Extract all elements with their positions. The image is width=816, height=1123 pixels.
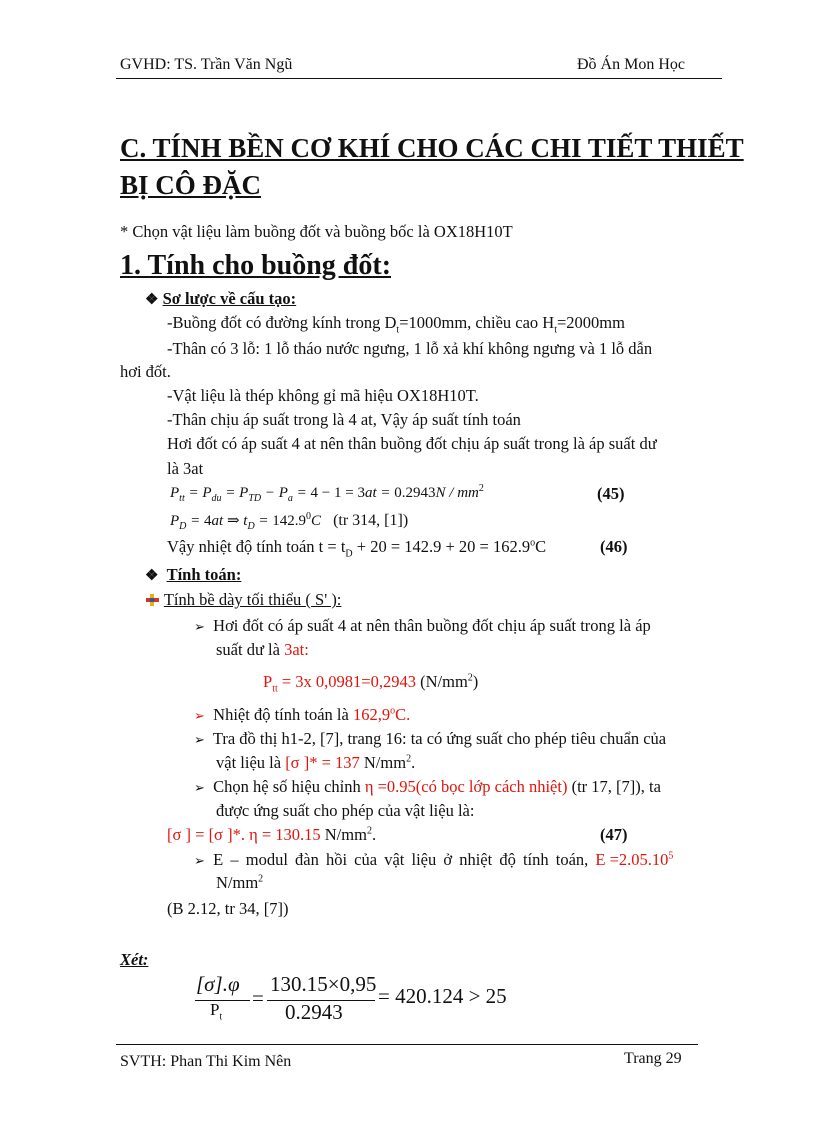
min-thickness-line: Tính bề dày tối thiểu ( S' ): [145, 590, 341, 610]
structure-heading: ❖ Sơ lược về cấu tạo: [145, 289, 297, 308]
bullet-4-line-a: ➢ Chọn hệ số hiệu chỉnh η =0.95(có bọc lớp cách nhiệt) (tr 17, [7]), ta [194, 777, 661, 796]
arrow-bullet-icon: ➢ [194, 619, 205, 634]
heading-1: 1. Tính cho buồng đốt: [120, 250, 392, 281]
equation-46-label: (46) [600, 537, 628, 556]
structure-line2a: -Thân có 3 lỗ: 1 lỗ tháo nước ngưng, 1 lỗ xả khí không ngưng và 1 lỗ dẫn [167, 339, 653, 358]
structure-line4: -Thân chịu áp suất trong là 4 at, Vậy áp suất tính toán [167, 410, 521, 429]
fraction-rhs-numerator: 130.15×0,95 [270, 972, 377, 996]
xet-heading: Xét: [120, 950, 149, 969]
structure-line1: -Buồng đốt có đường kính trong $D_t=1000mm$, chiều cao $H_t=2000mm$ [167, 313, 625, 336]
footer-left: SVTH: Phan Thi Kim Nên [120, 1053, 292, 1070]
diamond-bullet-icon: ❖ [145, 292, 159, 308]
ptt-equation: $P_{tt} = 3x$ 0,0981=0,2943 $(N/mm^2)$ [263, 672, 479, 695]
equation-45: $P_{tt} = P_{du} = P_{TD} - P_a = 4 - 1 = 3at = 0.2943N / mm^2$ [170, 483, 484, 504]
bullet-5-line-a: ➢ E – modul đàn hồi của vật liệu ở nhiệt độ tính toán, $E =2.05.10^5$ [194, 850, 674, 869]
fraction-lhs-numerator: [σ].φ [196, 972, 240, 996]
structure-line3: -Vật liệu là thép không gỉ mã hiệu OX18H10T. [167, 386, 479, 405]
equation-47-label: (47) [600, 825, 628, 844]
fraction-lhs-bar [195, 1000, 250, 1001]
equation-46: Vậy nhiệt độ tính toán $t = t_D + 20 = 142.9 + 20 = 162.9^oC$ [167, 537, 547, 560]
bullet-1-line-a: ➢ Hơi đốt có áp suất 4 at nên thân buồng đốt chịu áp suất trong là áp [194, 616, 651, 635]
bullet-2: ➢ Nhiệt độ tính toán là 162,9$^o$C. [194, 705, 411, 724]
arrow-bullet-icon: ➢ [194, 708, 205, 723]
material-note: * Chọn vật liệu làm buồng đốt và buồng bốc là OX18H10T [120, 222, 513, 241]
structure-line2b: hơi đốt. [120, 362, 171, 381]
section-title-line1: C. TÍNH BỀN CƠ KHÍ CHO CÁC CHI TIẾT THIẾT [120, 133, 744, 163]
section-title-line2: BỊ CÔ ĐẶC [120, 170, 262, 200]
equation-pd: $P_D = 4at$ ⇒ $t_D = 142.9^0C$ (tr 314, [1]) [170, 511, 409, 532]
arrow-bullet-icon: ➢ [194, 780, 205, 795]
arrow-bullet-icon: ➢ [194, 732, 205, 747]
bullet-3-line-b: vật liệu là [σ ]* = 137 $N/mm^2$. [216, 753, 416, 772]
arrow-bullet-icon: ➢ [194, 853, 205, 868]
bullet-3-line-a: ➢ Tra đồ thị h1-2, [7], trang 16: ta có ứng suất cho phép tiêu chuẩn của [194, 729, 667, 748]
equation-47: [σ ] = [σ ]*. η = 130.15 $N/mm^2$. [167, 825, 377, 844]
bullet-5-line-b: $N/mm^2$ [216, 873, 264, 892]
bullet-4-line-b: được ứng suất cho phép của vật liệu là: [216, 801, 475, 820]
equals-sign: = [252, 986, 264, 1010]
comparison-result: = 420.124 > 25 [378, 984, 507, 1008]
page-number: Trang 29 [624, 1050, 682, 1067]
equation-45-label: (45) [597, 484, 625, 503]
calc-heading: ❖ Tính toán: [145, 565, 242, 584]
header-left: GVHD: TS. Trần Văn Ngũ [120, 56, 293, 73]
header-rule [116, 78, 722, 79]
reference-note: (B 2.12, tr 34, [7]) [167, 899, 289, 918]
hand-pointer-icon [145, 592, 160, 606]
fraction-rhs-denominator: 0.2943 [285, 1000, 343, 1024]
diamond-bullet-icon: ❖ [145, 568, 159, 584]
footer-rule [116, 1044, 698, 1045]
header-right: Đồ Án Mon Học [577, 56, 685, 73]
structure-line5b: là 3at [167, 459, 204, 478]
structure-line5a: Hơi đốt có áp suất 4 at nên thân buồng đốt chịu áp suất trong là áp suất dư [167, 434, 657, 453]
fraction-lhs-denominator: $P_t$ [210, 1000, 223, 1023]
bullet-1-line-b: suất dư là 3at: [216, 640, 309, 659]
